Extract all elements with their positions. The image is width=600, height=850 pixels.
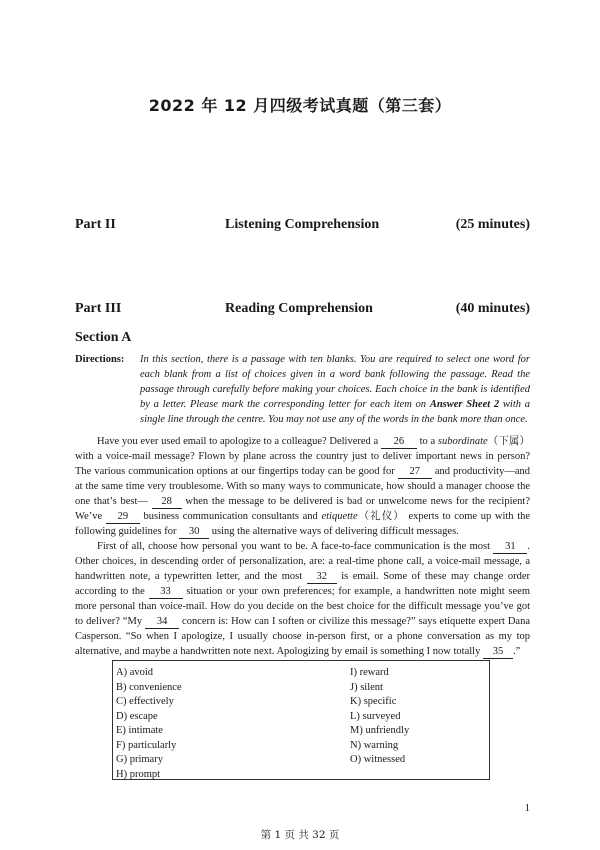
passage-text: when the message to be delivered is bad or unwelcome news for the recipient? We’ve xyxy=(75,496,530,522)
directions-text xyxy=(140,352,530,427)
passage-term: subordinate xyxy=(437,436,488,447)
directions xyxy=(75,352,530,427)
directions-emphasis: Answer Sheet 2 xyxy=(429,399,500,410)
passage-text: to a xyxy=(416,436,438,447)
word-bank-option: K) specific xyxy=(350,696,397,707)
word-bank-option: G) primary xyxy=(116,754,163,765)
blank-31: 31 xyxy=(493,541,527,554)
part-label: Part III xyxy=(75,301,122,316)
passage-text: and productivity—and at the same time very troublesome. With so many ways to communicate, how should a manager choose the one that’s best— xyxy=(75,466,530,507)
part-iii-header xyxy=(75,301,530,321)
blank-30: 30 xyxy=(179,526,209,539)
word-bank-option: O) witnessed xyxy=(350,754,406,765)
passage-text: Have you ever used email to apologize to a colleague? Delivered a xyxy=(97,436,381,447)
part-time: (40 minutes) xyxy=(455,301,530,316)
document-title: 2022 年 12 月四级考试真题（第三套） xyxy=(148,96,452,115)
passage-gloss: （下属） xyxy=(487,436,531,447)
page-number: 1 xyxy=(524,802,530,814)
passage-term: etiquette xyxy=(321,511,358,522)
blank-34: 34 xyxy=(145,616,179,629)
directions-label: Directions: xyxy=(75,354,125,365)
word-bank-option: M) unfriendly xyxy=(350,725,410,736)
part-label: Part II xyxy=(75,217,116,232)
directions-text-part: In this section, there is a passage with ten blanks. You are required to select one word for each blank from a list of choices given in a word bank following the passage. Read the passage through carefully before making your choices. Each choice in the bank is identified by a letter. Please mark the corresponding letter for each item on xyxy=(140,354,530,410)
passage-text: situation or your own preferences; for example, a handwritten note might seem more personal than voice-mail. How do you decide on the best choice for the difficult message you’ve got to deliver? “My xyxy=(75,586,531,627)
section-heading: Section A xyxy=(75,330,132,345)
blank-29: 29 xyxy=(106,511,140,524)
passage-text: .” xyxy=(512,646,521,657)
word-bank-option: I) reward xyxy=(350,667,389,678)
blank-27: 27 xyxy=(398,466,432,479)
passage xyxy=(75,434,530,659)
passage-text: concern is: How can I soften or civilize this message?” says etiquette expert Dana Casperson. “So when I apologize, I usually choose in-person first, or a phone conversation as my top alternative, and maybe a handwritten note next. Apologizing by email is something I now totally xyxy=(75,616,530,657)
word-bank-option: C) effectively xyxy=(116,696,174,707)
part-time: (25 minutes) xyxy=(455,217,530,232)
word-bank-option: L) surveyed xyxy=(350,710,401,722)
word-bank-option: D) escape xyxy=(116,710,158,722)
passage-gloss: （礼仪） xyxy=(357,511,405,522)
blank-28: 28 xyxy=(152,496,182,509)
passage-text: First of all, choose how personal you want to be. A face-to-face communication is the most xyxy=(97,541,494,552)
word-bank-option: N) warning xyxy=(350,739,399,751)
blank-35: 35 xyxy=(483,646,513,659)
blank-33: 33 xyxy=(149,586,183,599)
word-bank-right-column xyxy=(350,666,409,768)
word-bank-option: B) convenience xyxy=(116,681,182,693)
part-ii-header xyxy=(75,217,530,237)
passage-text: is email. Some of these may change order according to the xyxy=(75,571,530,597)
blank-32: 32 xyxy=(307,571,337,584)
passage-text: using the alternative ways of delivering difficult messages. xyxy=(209,526,459,537)
passage-paragraph-2 xyxy=(75,539,530,659)
passage-text: . Other choices, in descending order of personalization, are: a real-time phone call, a voice-mail message, a handwritten note, a typewritten letter, and the most xyxy=(75,541,530,582)
passage-text: with a voice-mail message? Flown by plane across the country just to deliver important news in person? The various communication options at our fingertips today can be good for xyxy=(75,451,530,477)
blank-26: 26 xyxy=(381,436,417,449)
word-bank-option: A) avoid xyxy=(116,667,154,678)
word-bank-option: E) intimate xyxy=(116,725,163,736)
passage-paragraph-1 xyxy=(75,434,530,539)
word-bank-left-column xyxy=(116,666,182,782)
part-name: Reading Comprehension xyxy=(225,301,373,316)
word-bank-option: F) particularly xyxy=(116,739,177,751)
word-bank-option: J) silent xyxy=(350,681,383,693)
page-footer: 第 1 页 共 32 页 xyxy=(260,829,340,841)
part-name: Listening Comprehension xyxy=(225,217,380,232)
directions-text-part: with a single line through the centre. You may not use any of the words in the bank more than once. xyxy=(140,399,530,425)
passage-text: business communication consultants and xyxy=(139,511,322,522)
passage-text: experts to come up with the following guidelines for xyxy=(75,511,531,537)
word-bank xyxy=(112,660,490,780)
word-bank-option: H) prompt xyxy=(116,768,161,780)
